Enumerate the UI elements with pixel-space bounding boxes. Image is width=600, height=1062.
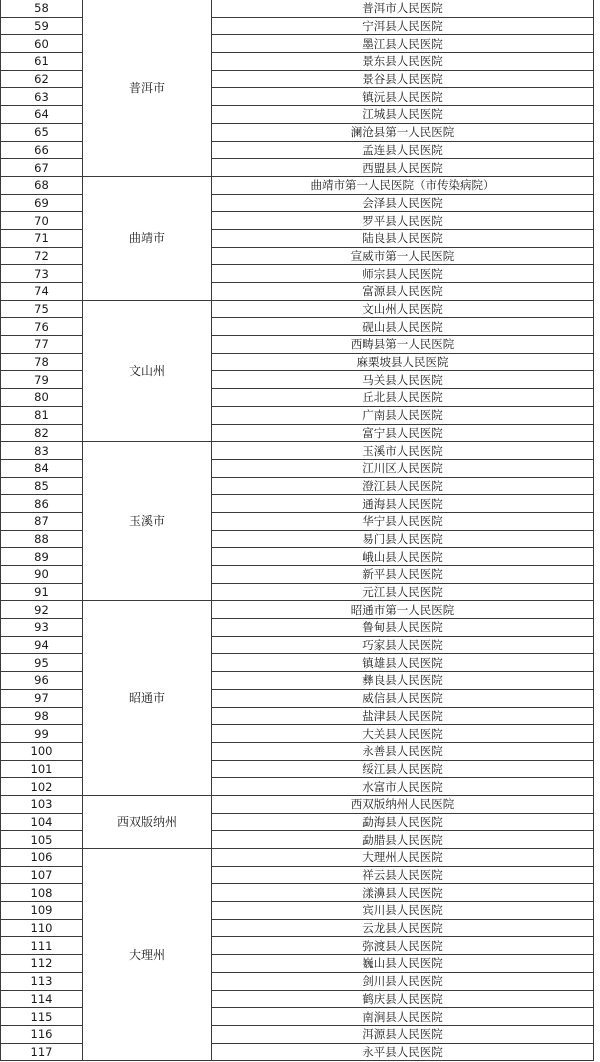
row-number: 77 (1, 336, 83, 354)
row-number: 111 (1, 937, 83, 955)
hospital-name: 剑川县人民医院 (212, 972, 594, 990)
row-number: 81 (1, 406, 83, 424)
table-row (1, 601, 594, 619)
row-number: 78 (1, 353, 83, 371)
hospital-name: 盐津县人民医院 (212, 707, 594, 725)
hospital-name: 江川区人民医院 (212, 459, 594, 477)
row-number: 89 (1, 548, 83, 566)
row-number: 106 (1, 849, 83, 867)
hospital-name: 洱源县人民医院 (212, 1025, 594, 1043)
hospital-name: 宣威市第一人民医院 (212, 247, 594, 265)
hospital-name: 新平县人民医院 (212, 566, 594, 584)
region-cell: 昭通市 (83, 601, 212, 796)
hospital-name: 水富市人民医院 (212, 778, 594, 796)
row-number: 109 (1, 902, 83, 920)
table-row (1, 176, 594, 194)
row-number: 105 (1, 831, 83, 849)
hospital-name: 绥江县人民医院 (212, 760, 594, 778)
row-number: 113 (1, 972, 83, 990)
table-row (1, 849, 594, 867)
table-row (1, 0, 594, 17)
hospital-name: 勐腊县人民医院 (212, 831, 594, 849)
hospital-name: 永平县人民医院 (212, 1043, 594, 1061)
region-cell: 西双版纳州 (83, 795, 212, 848)
row-number: 61 (1, 53, 83, 71)
hospital-name: 马关县人民医院 (212, 371, 594, 389)
row-number: 86 (1, 495, 83, 513)
hospital-name: 砚山县人民医院 (212, 318, 594, 336)
row-number: 62 (1, 70, 83, 88)
hospital-name: 镇沅县人民医院 (212, 88, 594, 106)
hospital-name: 巍山县人民医院 (212, 955, 594, 973)
row-number: 114 (1, 990, 83, 1008)
hospital-table-body (1, 0, 594, 1061)
hospital-name: 景东县人民医院 (212, 53, 594, 71)
hospital-name: 曲靖市第一人民医院（市传染病院） (212, 176, 594, 194)
hospital-name: 师宗县人民医院 (212, 265, 594, 283)
hospital-name: 广南县人民医院 (212, 406, 594, 424)
row-number: 98 (1, 707, 83, 725)
row-number: 108 (1, 884, 83, 902)
table-row (1, 300, 594, 318)
hospital-name: 西畴县第一人民医院 (212, 336, 594, 354)
row-number: 110 (1, 919, 83, 937)
row-number: 95 (1, 654, 83, 672)
row-number: 101 (1, 760, 83, 778)
row-number: 115 (1, 1008, 83, 1026)
hospital-name: 昭通市第一人民医院 (212, 601, 594, 619)
hospital-name: 玉溪市人民医院 (212, 442, 594, 460)
hospital-name: 祥云县人民医院 (212, 866, 594, 884)
row-number: 76 (1, 318, 83, 336)
row-number: 99 (1, 725, 83, 743)
hospital-name: 永善县人民医院 (212, 742, 594, 760)
row-number: 117 (1, 1043, 83, 1061)
row-number: 58 (1, 0, 83, 17)
hospital-name: 孟连县人民医院 (212, 141, 594, 159)
row-number: 92 (1, 601, 83, 619)
hospital-name: 元江县人民医院 (212, 583, 594, 601)
row-number: 74 (1, 283, 83, 301)
hospital-name: 彝良县人民医院 (212, 672, 594, 690)
row-number: 100 (1, 742, 83, 760)
row-number: 84 (1, 459, 83, 477)
row-number: 66 (1, 141, 83, 159)
hospital-name: 威信县人民医院 (212, 689, 594, 707)
table-row (1, 795, 594, 813)
hospital-name: 西双版纳州人民医院 (212, 795, 594, 813)
row-number: 80 (1, 389, 83, 407)
hospital-name: 大理州人民医院 (212, 849, 594, 867)
region-cell: 普洱市 (83, 0, 212, 176)
hospital-name: 华宁县人民医院 (212, 512, 594, 530)
row-number: 79 (1, 371, 83, 389)
row-number: 107 (1, 866, 83, 884)
row-number: 94 (1, 636, 83, 654)
hospital-name: 巧家县人民医院 (212, 636, 594, 654)
region-cell: 玉溪市 (83, 442, 212, 601)
table-row (1, 442, 594, 460)
hospital-name: 易门县人民医院 (212, 530, 594, 548)
row-number: 63 (1, 88, 83, 106)
hospital-name: 西盟县人民医院 (212, 159, 594, 177)
hospital-name: 江城县人民医院 (212, 106, 594, 124)
hospital-name: 丘北县人民医院 (212, 389, 594, 407)
hospital-name: 云龙县人民医院 (212, 919, 594, 937)
hospital-name: 陆良县人民医院 (212, 229, 594, 247)
hospital-name: 普洱市人民医院 (212, 0, 594, 17)
hospital-name: 通海县人民医院 (212, 495, 594, 513)
row-number: 104 (1, 813, 83, 831)
row-number: 116 (1, 1025, 83, 1043)
row-number: 69 (1, 194, 83, 212)
row-number: 83 (1, 442, 83, 460)
row-number: 72 (1, 247, 83, 265)
hospital-name: 鲁甸县人民医院 (212, 619, 594, 637)
hospital-name: 澄江县人民医院 (212, 477, 594, 495)
row-number: 60 (1, 35, 83, 53)
row-number: 88 (1, 530, 83, 548)
hospital-name: 宾川县人民医院 (212, 902, 594, 920)
row-number: 70 (1, 212, 83, 230)
row-number: 59 (1, 17, 83, 35)
row-number: 103 (1, 795, 83, 813)
row-number: 87 (1, 512, 83, 530)
row-number: 65 (1, 123, 83, 141)
row-number: 85 (1, 477, 83, 495)
hospital-name: 镇雄县人民医院 (212, 654, 594, 672)
row-number: 71 (1, 229, 83, 247)
hospital-name: 南涧县人民医院 (212, 1008, 594, 1026)
row-number: 96 (1, 672, 83, 690)
hospital-name: 弥渡县人民医院 (212, 937, 594, 955)
row-number: 90 (1, 566, 83, 584)
hospital-name: 罗平县人民医院 (212, 212, 594, 230)
hospital-name: 文山州人民医院 (212, 300, 594, 318)
hospital-name: 宁洱县人民医院 (212, 17, 594, 35)
row-number: 112 (1, 955, 83, 973)
hospital-name: 富宁县人民医院 (212, 424, 594, 442)
row-number: 93 (1, 619, 83, 637)
region-cell: 大理州 (83, 849, 212, 1061)
row-number: 102 (1, 778, 83, 796)
row-number: 97 (1, 689, 83, 707)
row-number: 64 (1, 106, 83, 124)
hospital-name: 澜沧县第一人民医院 (212, 123, 594, 141)
region-cell: 曲靖市 (83, 176, 212, 300)
hospital-name: 峨山县人民医院 (212, 548, 594, 566)
hospital-name: 大关县人民医院 (212, 725, 594, 743)
hospital-name: 墨江县人民医院 (212, 35, 594, 53)
row-number: 73 (1, 265, 83, 283)
row-number: 75 (1, 300, 83, 318)
row-number: 67 (1, 159, 83, 177)
row-number: 68 (1, 176, 83, 194)
hospital-name: 麻栗坡县人民医院 (212, 353, 594, 371)
hospital-name: 景谷县人民医院 (212, 70, 594, 88)
hospital-name: 漾濞县人民医院 (212, 884, 594, 902)
hospital-name: 鹤庆县人民医院 (212, 990, 594, 1008)
row-number: 82 (1, 424, 83, 442)
hospital-name: 勐海县人民医院 (212, 813, 594, 831)
hospital-name: 会泽县人民医院 (212, 194, 594, 212)
region-cell: 文山州 (83, 300, 212, 442)
hospital-name: 富源县人民医院 (212, 283, 594, 301)
row-number: 91 (1, 583, 83, 601)
